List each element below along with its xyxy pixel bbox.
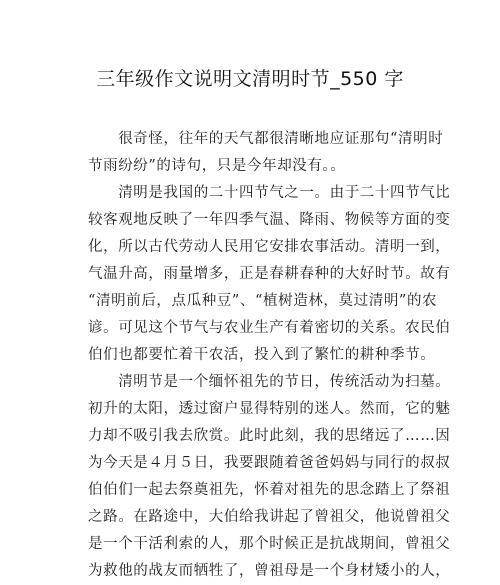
body-line: 谚。可见这个节气与农业生产有着密切的关系。农民伯 [88, 320, 451, 336]
body-line: 伯们也都要忙着干农活，投入到了繁忙的耕种季节。 [88, 347, 436, 363]
body-line: 初升的太阳，透过窗户显得特别的迷人。然而，它的魅 [88, 401, 451, 417]
body-line: 之路。在路途中，大伯给我讲起了曾祖父，他说曾祖父 [88, 509, 451, 525]
body-line: “清明前后，点瓜种豆”、“植树造林，莫过清明”的农 [88, 293, 438, 309]
document-title: 三年级作文说明文清明时节_550 字 [96, 68, 404, 90]
body-line: 伯伯们一起去祭奠祖先，怀着对祖先的思念踏上了祭祖 [88, 482, 451, 498]
body-line: 节雨纷纷”的诗句，只是今年却没有。。 [88, 158, 346, 174]
body-line: 为救他的战友而牺牲了，曾祖母是一个身材矮小的人， [88, 563, 451, 579]
body-line: 气温升高，雨量增多，正是春耕春种的大好时节。故有 [88, 266, 451, 282]
body-line: 力却不吸引我去欣赏。此时此刻，我的思绪远了……因 [88, 428, 451, 444]
document-body [88, 126, 451, 585]
body-line: 很奇怪，往年的天气都很清晰地应证那句“清明时 [88, 131, 444, 147]
body-line: 较客观地反映了一年四季气温、降雨、物候等方面的变 [88, 212, 451, 228]
body-line: 是一个干活利索的人，那个时候正是抗战期间，曾祖父 [88, 536, 451, 552]
body-line: 为今天是４月５日，我要跟随着爸爸妈妈与同行的叔叔 [88, 455, 451, 471]
body-line: 化，所以古代劳动人民用它安排农事活动。清明一到， [88, 239, 451, 255]
body-line: 清明是我国的二十四节气之一。由于二十四节气比 [88, 185, 451, 201]
body-line: 清明节是一个缅怀祖先的节日，传统活动为扫墓。 [88, 374, 451, 390]
